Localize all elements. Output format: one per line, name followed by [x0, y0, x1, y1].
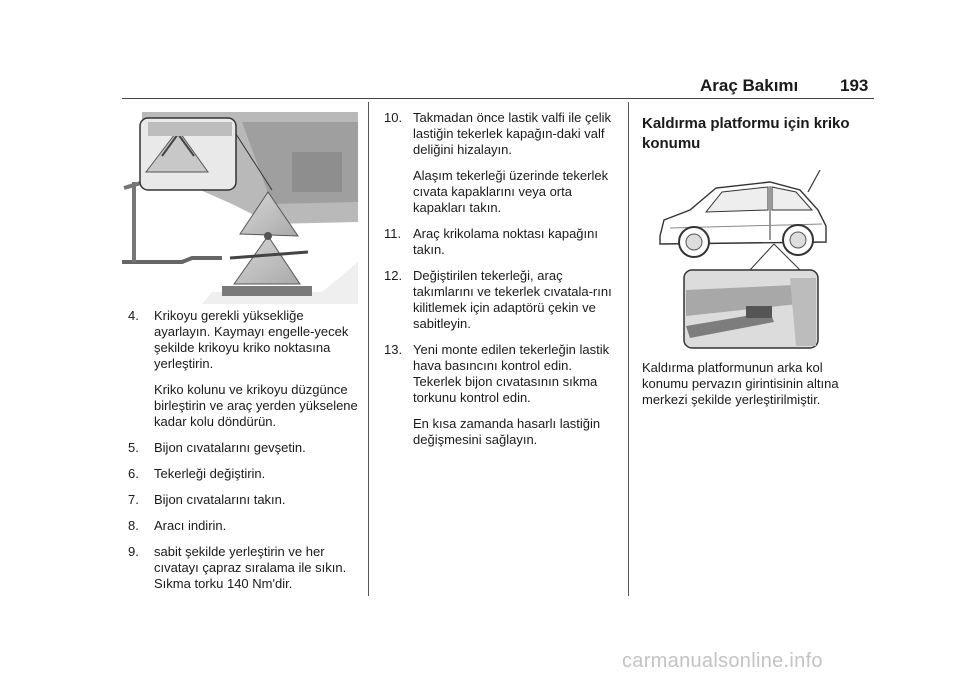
list-item: 7. Bijon cıvatalarını takın.	[128, 492, 286, 507]
list-item: 13. Yeni monte edilen tekerleğin lastik hava basıncını kontrol edin. Tekerlek bijon cıvatasının sıkma torkunu kontrol edin. En kısa zamanda hasarlı lastiğin değişmesini sağlayın.	[384, 342, 610, 447]
list-item: 5. Bijon cıvatalarını gevşetin.	[128, 440, 306, 455]
list-item: 11. Araç krikolama noktası kapağını takın.	[384, 226, 598, 257]
column-3-paragraph	[642, 360, 872, 408]
column-2	[384, 110, 620, 458]
list-item: 10. Takmadan önce lastik valfi ile çelik lastiğin tekerlek kapağın-daki valf deliğini hizalayın. Alaşım tekerleği üzerinde tekerlek cıvata kapaklarını veya orta kapakları takın.	[384, 110, 611, 215]
column-3	[642, 114, 872, 154]
list-item: 6. Tekerleği değiştirin.	[128, 466, 266, 481]
list-item: 9. sabit şekilde yerleştirin ve her cıvatayı çapraz sıralama ile sıkın. Sıkma torku 140 Nm'dir.	[128, 544, 347, 591]
watermark: carmanualsonline.info	[622, 650, 823, 672]
list-item: 12. Değiştirilen tekerleği, araç takımlarını ve tekerlek cıvatala-rını kilitlemek için adaptörü çekin ve sabitleyin.	[384, 268, 612, 331]
list-item: 4. Krikoyu gerekli yüksekliğe ayarlayın. Kaymayı engelle-yecek şekilde krikoyu kriko noktasına yerleştirin. Kriko kolunu ve krikoyu düzgünce birleştirin ve araç yerden yükselene kadar kolu döndürün.	[128, 308, 358, 429]
lift-point-description: Kaldırma platformunun arka kol konumu pervazın girintisinin altına merkezi şekilde yerleştirilmiştir.	[642, 360, 839, 407]
page-header-title: Araç Bakımı	[700, 76, 799, 95]
lift-point-illustration	[650, 166, 840, 354]
list-item: 8. Aracı indirin.	[128, 518, 227, 533]
section-title: Kaldırma platformu için kriko konumu	[642, 115, 850, 152]
column-1	[128, 308, 358, 602]
page-number: 193	[840, 76, 869, 95]
jack-illustration	[122, 112, 358, 304]
header-divider	[122, 98, 874, 99]
column-divider-left	[368, 102, 369, 596]
column-divider-right	[628, 102, 629, 596]
